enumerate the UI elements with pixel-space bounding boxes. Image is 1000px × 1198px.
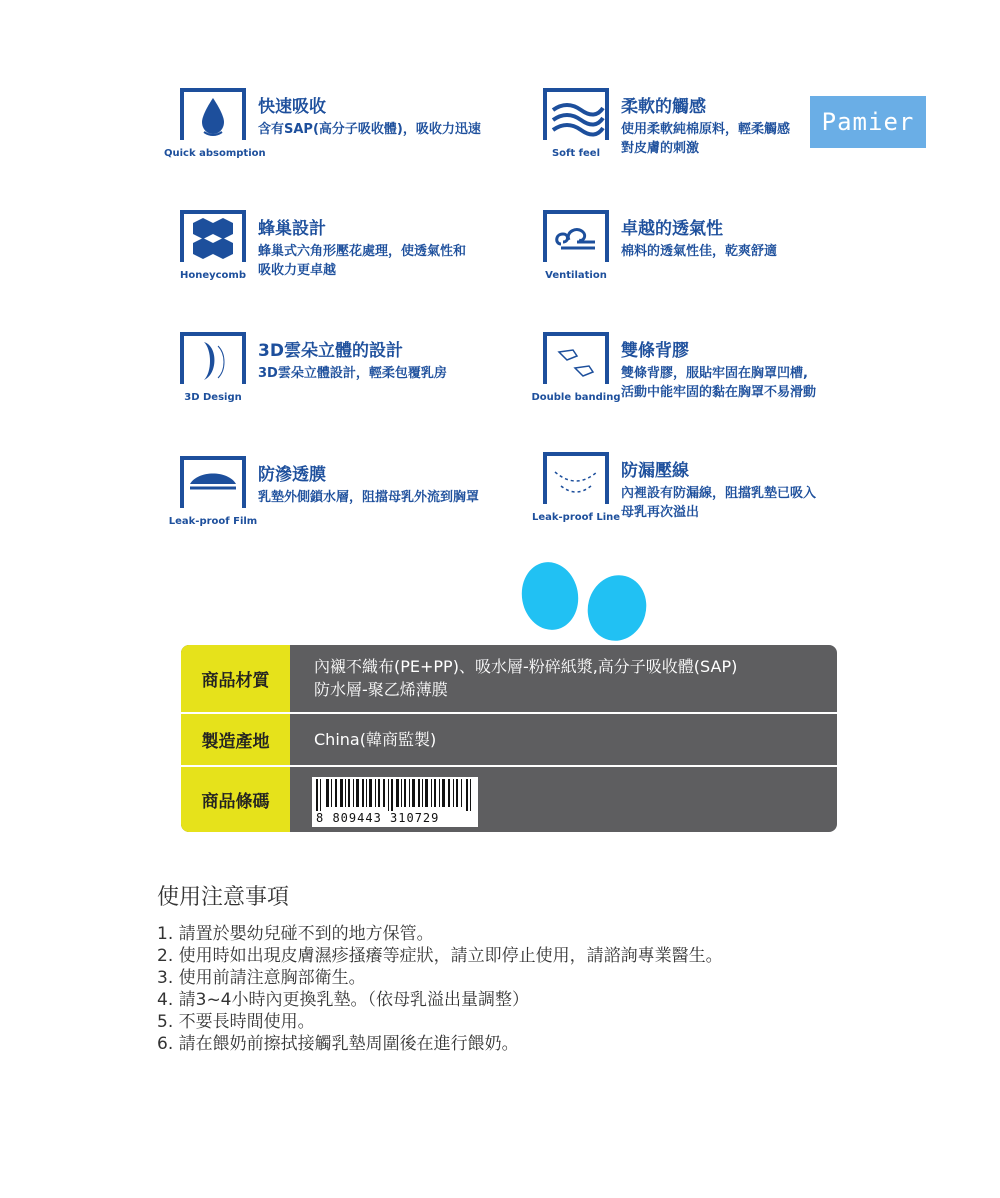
feature-en-label: 3D Design [184, 392, 242, 403]
feature-desc-line: 含有SAP(高分子吸收體)，吸收力迅速 [258, 122, 481, 137]
feature-desc-line: 3D雲朵立體設計，輕柔包覆乳房 [258, 366, 447, 381]
feature-3d-design [164, 332, 524, 412]
spec-table [181, 645, 837, 832]
list-item: 1. 請置於嬰幼兒碰不到的地方保管。 [157, 924, 434, 944]
feature-desc [621, 364, 816, 402]
feature-title: 3D雲朵立體的設計 [258, 341, 403, 361]
feature-desc [258, 488, 479, 507]
spec-label: 商品條碼 [181, 767, 290, 832]
tape-icon [547, 336, 605, 384]
feature-ventilation [527, 210, 887, 290]
feature-title: 雙條背膠 [621, 341, 689, 361]
feature-title: 防漏壓線 [621, 461, 689, 481]
feature-en-label: Double banding [531, 392, 621, 403]
feature-desc [621, 242, 777, 261]
feature-icon-box [543, 210, 609, 262]
breast-pad-drops-icon [516, 560, 656, 644]
feature-en-label: Ventilation [545, 270, 607, 281]
feature-icon-box [180, 456, 246, 508]
feature-quick-absorption [164, 88, 524, 168]
feature-desc-line: 使用柔軟純棉原料，輕柔觸感 [621, 122, 791, 137]
list-item: 6. 請在餵奶前擦拭接觸乳墊周圍後在進行餵奶。 [157, 1034, 519, 1054]
barcode [312, 777, 478, 827]
feature-desc-line: 吸收力更卓越 [258, 263, 337, 278]
feature-icon-box [180, 210, 246, 262]
list-item: 4. 請3~4小時內更換乳墊。（依母乳溢出量調整） [157, 990, 529, 1010]
feature-title: 卓越的透氣性 [621, 219, 723, 239]
spec-label: 商品材質 [181, 645, 290, 712]
feature-double-banding [527, 332, 887, 412]
list-item: 3. 使用前請注意胸部衛生。 [157, 968, 366, 988]
feature-title: 快速吸收 [258, 97, 326, 117]
feature-title: 柔軟的觸感 [621, 97, 706, 117]
spec-value [314, 655, 737, 701]
feature-desc-line: 活動中能牢固的黏在胸罩不易滑動 [621, 385, 817, 400]
dashed-line-icon [547, 456, 605, 504]
feature-icon-box [180, 88, 246, 140]
wave-icon [547, 92, 605, 140]
list-item: 5. 不要長時間使用。 [157, 1012, 315, 1032]
feature-en-label: Soft feel [551, 148, 601, 159]
feature-desc-line: 對皮膚的刺激 [621, 141, 700, 156]
feature-desc [258, 242, 466, 280]
feature-desc-line: 內裡設有防漏線，阻擋乳墊已吸入 [621, 486, 817, 501]
feature-desc [621, 484, 816, 522]
barcode-digits: 8 809443 310729 [316, 811, 440, 825]
wind-icon [547, 214, 605, 262]
barcode-bars-icon [312, 777, 478, 811]
feature-honeycomb [164, 210, 524, 290]
hexagon-icon [184, 214, 242, 262]
feature-leak-proof-film [164, 456, 524, 536]
feature-en-label: Quick absomption [164, 148, 266, 159]
feature-desc-line: 雙條背膠，服貼牢固在胸罩凹槽, [621, 366, 808, 381]
feature-desc-line: 蜂巢式六角形壓花處理，使透氣性和 [258, 244, 467, 259]
brand-logo: Pamier [810, 96, 926, 148]
feature-title: 蜂巢設計 [258, 219, 326, 239]
feature-desc-line: 棉料的透氣性佳，乾爽舒適 [621, 244, 778, 259]
feature-en-label: Leak-proof Line [531, 512, 621, 523]
spec-row-barcode [181, 767, 837, 832]
list-item: 2. 使用時如出現皮膚濕疹搔癢等症狀，請立即停止使用，請諮詢專業醫生。 [157, 946, 723, 966]
spec-value-line: 內襯不織布(PE+PP)、吸水層-粉碎紙漿,高分子吸收體(SAP) [314, 657, 738, 676]
spec-row-origin [181, 714, 837, 765]
crescent-icon [184, 336, 242, 384]
feature-icon-box [543, 88, 609, 140]
film-icon [184, 460, 242, 508]
spec-value-line: 防水層-聚乙烯薄膜 [314, 680, 448, 699]
notes-title: 使用注意事項 [157, 885, 290, 910]
spec-value: China(韓商監製) [314, 730, 437, 749]
feature-en-label: Honeycomb [179, 270, 247, 281]
feature-desc [258, 364, 447, 383]
feature-icon-box [180, 332, 246, 384]
feature-icon-box [543, 452, 609, 504]
feature-title: 防滲透膜 [258, 465, 326, 485]
spec-label: 製造產地 [181, 714, 290, 765]
drop-icon [184, 92, 242, 140]
feature-icon-box [543, 332, 609, 384]
notes-list [157, 923, 723, 1055]
feature-desc [621, 120, 790, 158]
feature-desc-line: 乳墊外側鎖水層，阻擋母乳外流到胸罩 [258, 490, 480, 505]
usage-notes [157, 880, 723, 1055]
spec-row-material [181, 645, 837, 712]
feature-desc-line: 母乳再次溢出 [621, 505, 700, 520]
feature-leak-proof-line [527, 452, 887, 532]
feature-desc [258, 120, 481, 139]
feature-en-label: Leak-proof Film [168, 516, 258, 527]
